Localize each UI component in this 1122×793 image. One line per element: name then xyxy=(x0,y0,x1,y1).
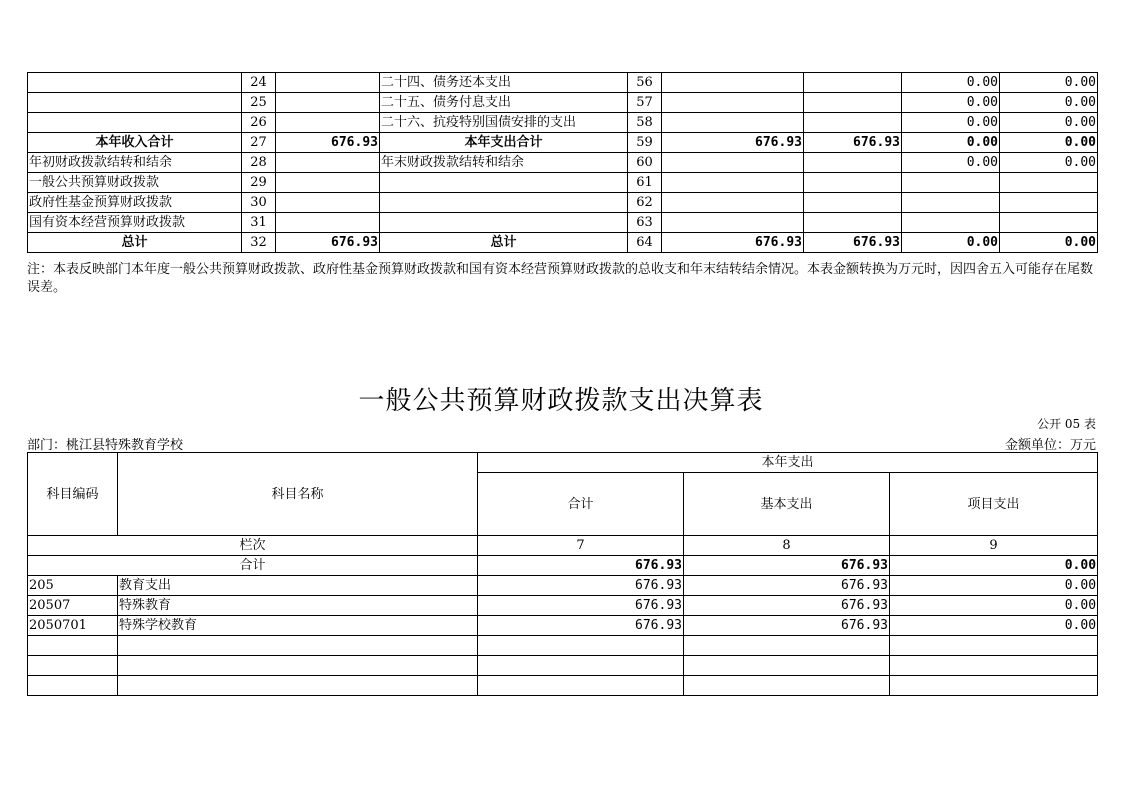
cell-expense-total xyxy=(662,113,804,133)
cell-expense-total xyxy=(662,153,804,173)
column-index-9: 9 xyxy=(890,536,1098,556)
amount-unit-label: 金额单位：万元 xyxy=(1004,438,1096,453)
cell-expense-general xyxy=(804,173,902,193)
cell-expense-fund xyxy=(902,213,1000,233)
cell-project xyxy=(890,676,1098,696)
cell-subject-name xyxy=(118,656,478,676)
cell-subject-code xyxy=(28,676,118,696)
cell-basic: 676.93 xyxy=(684,596,890,616)
cell-income-item: 政府性基金预算财政拨款 xyxy=(28,193,242,213)
cell-income-amount xyxy=(276,153,380,173)
cell-expense-general xyxy=(804,153,902,173)
cell-income-line: 27 xyxy=(242,133,276,153)
cell-project: 0.00 xyxy=(890,596,1098,616)
cell-expense-fund: 0.00 xyxy=(902,113,1000,133)
table-row xyxy=(28,153,1098,173)
cell-expense-general: 676.93 xyxy=(804,133,902,153)
table-row xyxy=(28,133,1098,153)
cell-project xyxy=(890,656,1098,676)
cell-expense-fund: 0.00 xyxy=(902,233,1000,253)
cell-total: 676.93 xyxy=(478,596,684,616)
table-row xyxy=(28,636,1098,656)
cell-expense-general xyxy=(804,113,902,133)
cell-income-line: 25 xyxy=(242,93,276,113)
cell-total: 676.93 xyxy=(478,616,684,636)
cell-income-item: 总计 xyxy=(28,233,242,253)
cell-income-amount: 676.93 xyxy=(276,233,380,253)
cell-expense-item: 本年支出合计 xyxy=(380,133,628,153)
cell-expense-fund: 0.00 xyxy=(902,133,1000,153)
cell-basic xyxy=(684,636,890,656)
cell-expense-item: 二十四、债务还本支出 xyxy=(380,73,628,93)
cell-basic: 676.93 xyxy=(684,576,890,596)
cell-total: 676.93 xyxy=(478,576,684,596)
cell-expense-item: 二十五、债务付息支出 xyxy=(380,93,628,113)
table-row xyxy=(28,73,1098,93)
cell-project: 0.00 xyxy=(890,576,1098,596)
total-row-project: 0.00 xyxy=(890,556,1098,576)
cell-basic xyxy=(684,656,890,676)
cell-expense-total: 676.93 xyxy=(662,133,804,153)
cell-income-amount xyxy=(276,213,380,233)
cell-expense-item xyxy=(380,213,628,233)
table-row xyxy=(28,576,1098,596)
table-row xyxy=(28,233,1098,253)
header-total: 合计 xyxy=(478,473,684,536)
table-row xyxy=(28,213,1098,233)
cell-income-item: 本年收入合计 xyxy=(28,133,242,153)
cell-subject-name xyxy=(118,676,478,696)
cell-expense-general xyxy=(804,73,902,93)
cell-expense-general xyxy=(804,93,902,113)
cell-basic xyxy=(684,676,890,696)
cell-expense-fund: 0.00 xyxy=(902,73,1000,93)
cell-subject-name: 教育支出 xyxy=(118,576,478,596)
table-row xyxy=(28,676,1098,696)
cell-income-line: 28 xyxy=(242,153,276,173)
cell-income-line: 30 xyxy=(242,193,276,213)
cell-expense-fund: 0.00 xyxy=(902,153,1000,173)
cell-income-amount xyxy=(276,73,380,93)
cell-subject-code xyxy=(28,656,118,676)
cell-expense-general: 676.93 xyxy=(804,233,902,253)
cell-expense-item: 二十六、抗疫特别国债安排的支出 xyxy=(380,113,628,133)
cell-expense-item: 年末财政拨款结转和结余 xyxy=(380,153,628,173)
cell-expense-line: 64 xyxy=(628,233,662,253)
header-subject-code: 科目编码 xyxy=(28,453,118,536)
cell-expense-item xyxy=(380,193,628,213)
cell-expense-state-capital xyxy=(1000,213,1098,233)
cell-subject-name: 特殊学校教育 xyxy=(118,616,478,636)
column-index-label: 栏次 xyxy=(28,536,478,556)
cell-expense-state-capital: 0.00 xyxy=(1000,73,1098,93)
column-index-row xyxy=(28,536,1098,556)
cell-expense-item xyxy=(380,173,628,193)
cell-expense-line: 62 xyxy=(628,193,662,213)
total-row-basic: 676.93 xyxy=(684,556,890,576)
table-row xyxy=(28,173,1098,193)
header-row-1 xyxy=(28,453,1098,473)
cell-expense-state-capital xyxy=(1000,193,1098,213)
cell-subject-code xyxy=(28,636,118,656)
cell-income-item xyxy=(28,93,242,113)
column-index-7: 7 xyxy=(478,536,684,556)
cell-income-item xyxy=(28,73,242,93)
income-expense-summary-table xyxy=(27,72,1098,253)
cell-expense-state-capital xyxy=(1000,173,1098,193)
cell-income-amount xyxy=(276,193,380,213)
cell-expense-state-capital: 0.00 xyxy=(1000,113,1098,133)
expenditure-table xyxy=(27,452,1098,696)
cell-subject-code: 205 xyxy=(28,576,118,596)
cell-expense-line: 59 xyxy=(628,133,662,153)
cell-income-amount xyxy=(276,113,380,133)
cell-expense-line: 63 xyxy=(628,213,662,233)
column-index-8: 8 xyxy=(684,536,890,556)
table-row xyxy=(28,93,1098,113)
cell-expense-state-capital: 0.00 xyxy=(1000,233,1098,253)
cell-project xyxy=(890,636,1098,656)
cell-expense-total xyxy=(662,73,804,93)
cell-expense-general xyxy=(804,193,902,213)
header-project: 项目支出 xyxy=(890,473,1098,536)
expenditure-table-body xyxy=(28,453,1098,696)
total-row xyxy=(28,556,1098,576)
cell-expense-total xyxy=(662,93,804,113)
cell-total xyxy=(478,676,684,696)
cell-income-line: 31 xyxy=(242,213,276,233)
cell-income-line: 32 xyxy=(242,233,276,253)
cell-expense-line: 56 xyxy=(628,73,662,93)
table-row xyxy=(28,113,1098,133)
cell-expense-item: 总计 xyxy=(380,233,628,253)
cell-expense-fund: 0.00 xyxy=(902,93,1000,113)
cell-income-line: 29 xyxy=(242,173,276,193)
cell-subject-name xyxy=(118,636,478,656)
cell-expense-state-capital: 0.00 xyxy=(1000,153,1098,173)
cell-income-line: 24 xyxy=(242,73,276,93)
cell-expense-total xyxy=(662,213,804,233)
cell-expense-line: 57 xyxy=(628,93,662,113)
cell-income-amount xyxy=(276,93,380,113)
table-row xyxy=(28,616,1098,636)
header-subject-name: 科目名称 xyxy=(118,453,478,536)
cell-income-item: 国有资本经营预算财政拨款 xyxy=(28,213,242,233)
header-current-year-expense: 本年支出 xyxy=(478,453,1098,473)
cell-income-amount: 676.93 xyxy=(276,133,380,153)
cell-total xyxy=(478,656,684,676)
cell-expense-line: 58 xyxy=(628,113,662,133)
cell-expense-state-capital: 0.00 xyxy=(1000,133,1098,153)
cell-income-item: 一般公共预算财政拨款 xyxy=(28,173,242,193)
table-row xyxy=(28,596,1098,616)
cell-subject-name: 特殊教育 xyxy=(118,596,478,616)
cell-income-line: 26 xyxy=(242,113,276,133)
summary-table-body xyxy=(28,73,1098,253)
cell-subject-code: 20507 xyxy=(28,596,118,616)
department-label: 部门：桃江县特殊教育学校 xyxy=(27,438,184,453)
cell-expense-total: 676.93 xyxy=(662,233,804,253)
cell-expense-fund xyxy=(902,173,1000,193)
table-row xyxy=(28,193,1098,213)
page-title: 一般公共预算财政拨款支出决算表 xyxy=(358,386,764,416)
total-row-total: 676.93 xyxy=(478,556,684,576)
cell-expense-total xyxy=(662,193,804,213)
form-code: 公开 05 表 xyxy=(1037,417,1096,431)
total-row-label: 合计 xyxy=(28,556,478,576)
cell-total xyxy=(478,636,684,656)
cell-subject-code: 2050701 xyxy=(28,616,118,636)
cell-income-item xyxy=(28,113,242,133)
cell-income-amount xyxy=(276,173,380,193)
table-note: 注：本表反映部门本年度一般公共预算财政拨款、政府性基金预算财政拨款和国有资本经营预算财政拨款的总收支和年末结转结余情况。本表金额转换为万元时，因四舍五入可能存在尾数误差。 xyxy=(27,262,1094,295)
cell-project: 0.00 xyxy=(890,616,1098,636)
cell-expense-general xyxy=(804,213,902,233)
table-row xyxy=(28,656,1098,676)
cell-expense-total xyxy=(662,173,804,193)
cell-expense-line: 60 xyxy=(628,153,662,173)
cell-expense-fund xyxy=(902,193,1000,213)
cell-expense-line: 61 xyxy=(628,173,662,193)
cell-basic: 676.93 xyxy=(684,616,890,636)
cell-income-item: 年初财政拨款结转和结余 xyxy=(28,153,242,173)
cell-expense-state-capital: 0.00 xyxy=(1000,93,1098,113)
header-basic: 基本支出 xyxy=(684,473,890,536)
